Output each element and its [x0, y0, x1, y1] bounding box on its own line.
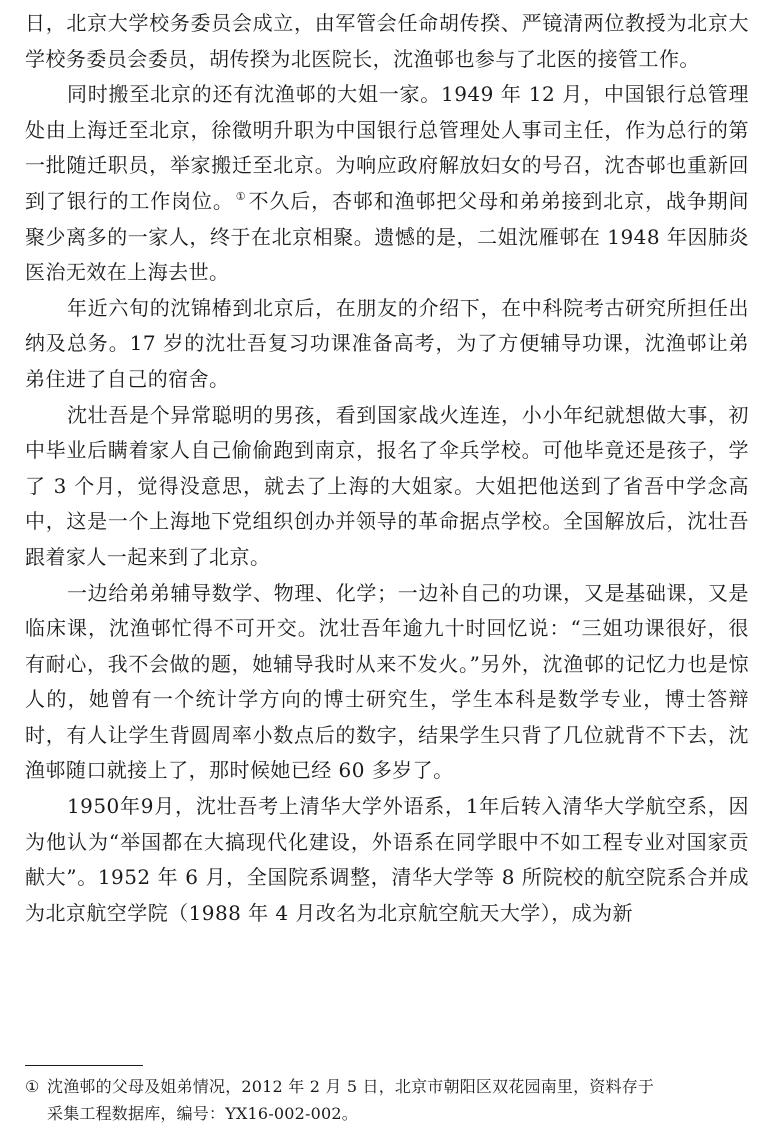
paragraph: 1950年9月，沈壮吾考上清华大学外语系，1年后转入清华大学航空系，因为他认为“举国都在大搞现代化建设，外语系在同学眼中不如工程专业对国家贡献大”。1952 年 6 月，全国院系调整，清华大学等 8 所院校的航空院系合并成为北京航空学院（1988 年 4 月改名为北京航空航天大学），成为新 — [25, 794, 749, 925]
footnote-line — [25, 1073, 751, 1100]
paragraph-text: 同时搬至北京的还有沈渔邨的大姐一家。1949 年 12 月，中国银行总管理处由上海迁至北京，徐徵明升职为中国银行总管理处人事司主任，作为总行的第一批随迁职员，举家搬迁至北京。为响应政府解放妇女的号召，沈杏邨也重新回到了银行的工作岗位。 — [25, 82, 749, 213]
paragraph: 年近六旬的沈锦椿到北京后，在朋友的介绍下，在中科院考古研究所担任出纳及总务。17 岁的沈壮吾复习功课准备高考，为了方便辅导功课，沈渔邨让弟弟住进了自己的宿舍。 — [25, 295, 749, 391]
footnote-divider — [25, 1065, 143, 1066]
paragraph-text: 不久后，杏邨和渔邨把父母和弟弟接到北京，战争期间聚少离多的一家人，终于在北京相聚。遗憾的是，二姐沈雁邨在 1948 年因肺炎医治无效在上海去世。 — [25, 188, 749, 285]
paragraph: 一边给弟弟辅导数学、物理、化学；一边补自己的功课，又是基础课，又是临床课，沈渔邨忙得不可开交。沈壮吾年逾九十时回忆说：“三姐功课很好，很有耐心，我不会做的题，她辅导我时从来不发火。”另外，沈渔邨的记忆力也是惊人的，她曾有一个统计学方向的博士研究生，学生本科是数学专业，博士答辩时，有人让学生背圆周率小数点后的数字，结果学生只背了几位就背不下去，沈渔邨随口就接上了，那时候她已经 60 多岁了。 — [25, 580, 749, 783]
footnote-reference[interactable]: ① — [235, 189, 247, 203]
footnote-text: 沈渔邨的父母及姐弟情况，2012 年 2 月 5 日，北京市朝阳区双花园南里，资料存于 — [47, 1077, 655, 1096]
paragraph: 沈壮吾是个异常聪明的男孩，看到国家战火连连，小小年纪就想做大事，初中毕业后瞒着家人自己偷偷跑到南京，报名了伞兵学校。可他毕竟还是孩子，学了 3 个月，觉得没意思，就去了上海的大姐家。大姐把他送到了省吾中学念高中，这是一个上海地下党组织创办并领导的革命据点学校。全国解放后，沈壮吾跟着家人一起来到了北京。 — [25, 402, 749, 569]
footnote-marker: ① — [25, 1077, 40, 1096]
footnote-text-continued: 采集工程数据库，编号：YX16-002-002。 — [47, 1104, 359, 1123]
paragraph — [25, 77, 749, 291]
paragraph-continued: 日，北京大学校务委员会成立，由军管会任命胡传揆、严镜清两位教授为北京大学校务委员会委员，胡传揆为北医院长，沈渔邨也参与了北医的接管工作。 — [25, 11, 749, 71]
body-text — [25, 6, 749, 931]
footnote — [25, 1073, 751, 1127]
